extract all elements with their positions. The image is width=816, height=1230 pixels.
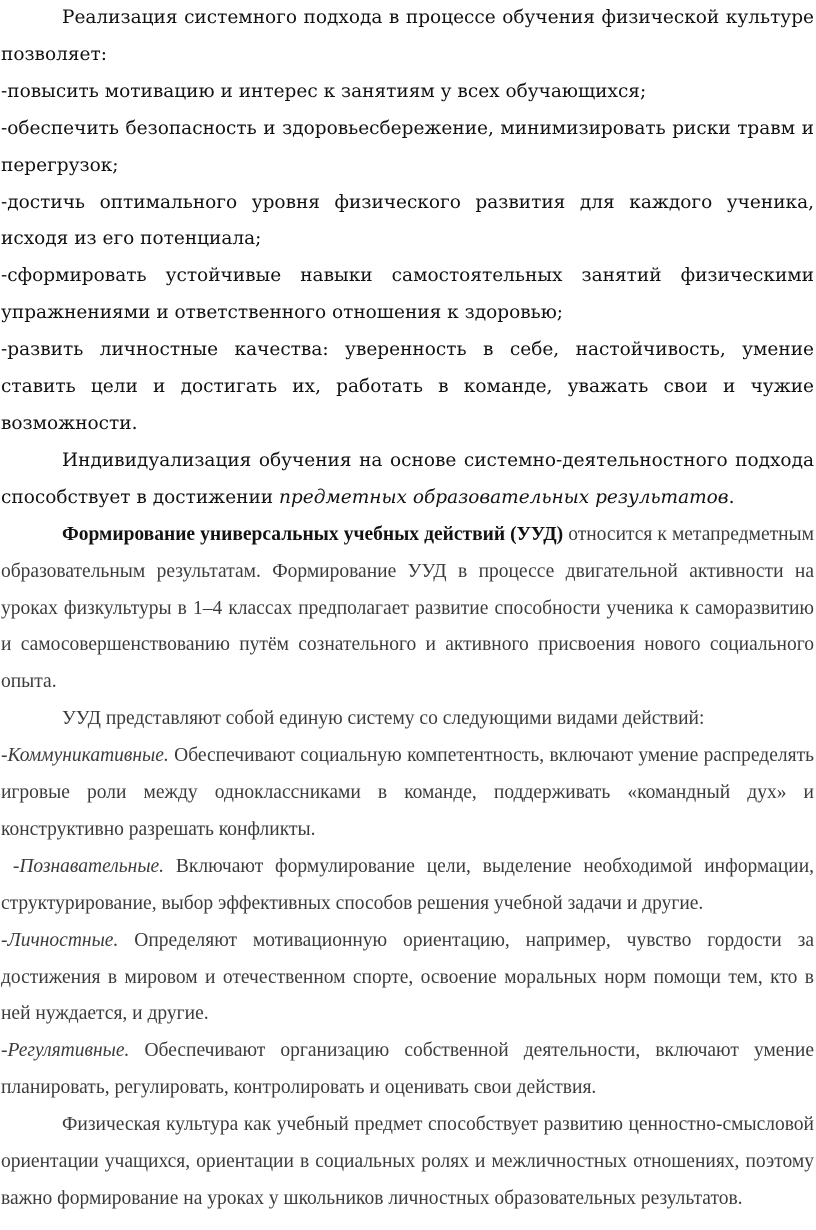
- section-uud: [1, 517, 814, 1218]
- uud-heading: Формирование универсальных учебных действий (УУД): [62, 523, 564, 545]
- benefit-item-3: -достичь оптимального уровня физического развития для каждого ученика, исходя из его потенциала;: [1, 191, 814, 250]
- uud-type-text: Обеспечивают организацию собственной деятельности, включают умение планировать, регулировать, контролировать и оценивать свои действия.: [1, 1040, 814, 1099]
- uud-type-personal: [1, 923, 814, 1034]
- uud-type-name: Познавательные.: [19, 855, 165, 877]
- uud-type-name: Коммуникативные.: [7, 745, 169, 767]
- uud-type-prefix: -: [1, 1040, 8, 1062]
- benefit-item-5: -развить личностные качества: уверенность в себе, настойчивость, умение ставить цели и достигать их, работать в команде, уважать свои и чужие возможности.: [1, 339, 814, 434]
- uud-type-prefix: -: [1, 855, 20, 877]
- uud-type-communicative: [1, 738, 814, 849]
- uud-type-name: Регулятивные.: [7, 1040, 130, 1062]
- benefit-item-2: -обеспечить безопасность и здоровьесбережение, минимизировать риски травм и перегрузок;: [1, 117, 814, 176]
- uud-type-regulatory: [1, 1033, 814, 1107]
- uud-type-cognitive: [1, 849, 814, 923]
- individualization-text: Индивидуализация обучения на основе системно-деятельностного подхода способствует в достижении: [1, 449, 814, 508]
- uud-type-prefix: -: [1, 745, 8, 767]
- uud-type-text: Обеспечивают социальную компетентность, включают умение распределять игровые роли между одноклассниками в команде, поддерживать «командный дух» и конструктивно разрешать конфликты.: [1, 745, 814, 840]
- uud-type-text: Включают формулирование цели, выделение необходимой информации, структурирование, выбор эффективных способов решения учебной задачи и другие.: [1, 855, 815, 914]
- individualization-emphasis: предметных образовательных результатов: [279, 486, 729, 508]
- intro-paragraph: Реализация системного подхода в процессе обучения физической культуре позволяет:: [1, 7, 814, 65]
- conclusion-paragraph: Физическая культура как учебный предмет способствует развитию ценностно-смысловой ориентации учащихся, ориентации в социальных ролях и межличностных отношениях, поэтому важно формирование на уроках у школьников личностных образовательных результатов.: [1, 1114, 814, 1209]
- uud-type-text: Определяют мотивационную ориентацию, например, чувство гордости за достижения в мировом и отечественном спорте, освоение моральных норм помощи тем, кто в ней нуждается, и другие.: [1, 929, 814, 1025]
- uud-type-name: Личностные.: [7, 929, 119, 951]
- section-system-approach: [1, 0, 814, 517]
- benefit-item-1: -повысить мотивацию и интерес к занятиям у всех обучающихся;: [1, 80, 647, 102]
- individualization-end: .: [728, 486, 735, 508]
- uud-type-prefix: -: [1, 929, 8, 951]
- benefit-item-4: -сформировать устойчивые навыки самостоятельных занятий физическими упражнениями и ответственного отношения к здоровью;: [1, 265, 814, 324]
- uud-intro-text: относится к метапредметным образовательным результатам. Формирование УУД в процессе двигательной активности на уроках физкультуры в 1–4 классах предполагает развитие способности ученика к саморазвитию и самосовершенствованию путём сознательного и активного присвоения нового социального опыта.: [1, 523, 814, 693]
- uud-intro-paragraph: [1, 517, 814, 702]
- individualization-paragraph: [1, 443, 814, 517]
- uud-types-intro: УУД представляют собой единую систему со следующими видами действий:: [62, 708, 705, 730]
